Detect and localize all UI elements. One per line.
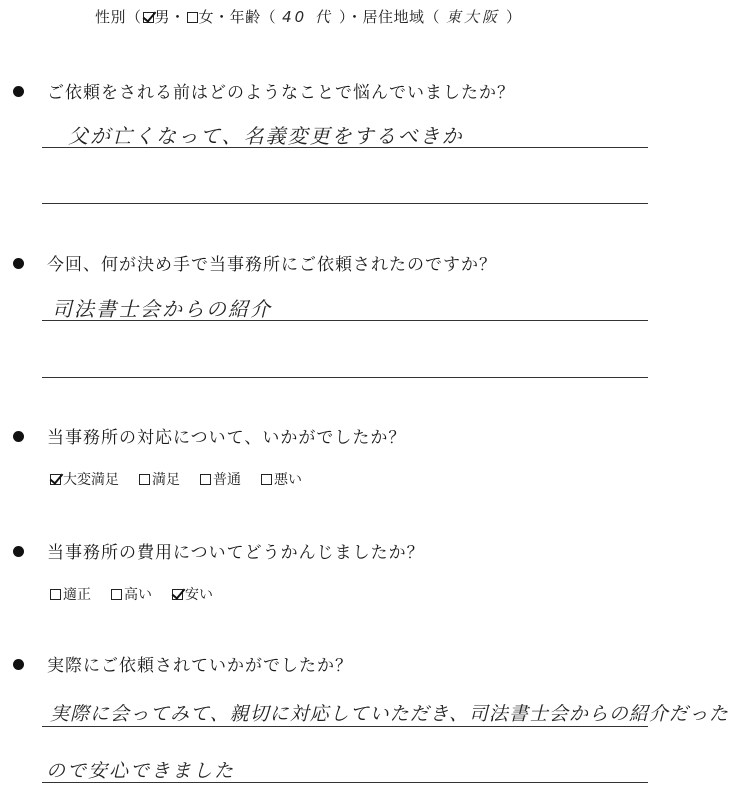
question-3: 当事務所の対応について、いかがでしたか？ <box>47 428 407 448</box>
answer-1-rule-2 <box>42 203 648 204</box>
expensive-checkbox[interactable] <box>111 589 122 600</box>
question-4: 当事務所の費用についてどうかんじましたか？ <box>47 543 425 563</box>
respondent-info: 性別（ 男・ 女・年齢（ 40 代 ）・居住地域（ 東大阪 ） <box>95 8 522 26</box>
bullet-q3 <box>13 431 24 442</box>
age-value: 40 代 <box>282 8 333 26</box>
answer-2-rule-2 <box>42 377 648 378</box>
option-very-satisfied[interactable]: 大変満足 <box>50 469 119 489</box>
option-normal[interactable]: 普通 <box>200 469 241 489</box>
very-satisfied-checkbox[interactable] <box>50 474 61 485</box>
cost-options <box>50 584 213 604</box>
option-cheap[interactable]: 安い <box>172 584 213 604</box>
female-label: 女 <box>198 8 215 26</box>
answer-5-rule-2 <box>42 782 648 783</box>
fair-checkbox[interactable] <box>50 589 61 600</box>
question-1: ご依頼をされる前はどのようなことで悩んでいましたか？ <box>47 83 515 103</box>
gender-label: 性別（ <box>95 8 142 26</box>
bullet-q1 <box>13 86 24 97</box>
answer-5-line-1: 実際に会ってみて、親切に対応していただき、司法書士会からの紹介だった <box>50 703 729 725</box>
answer-2-rule-1 <box>42 320 648 321</box>
option-satisfied[interactable]: 満足 <box>139 469 180 489</box>
response-options <box>50 469 302 489</box>
bullet-q2 <box>13 258 24 269</box>
residence-value: 東大阪 <box>445 8 500 26</box>
answer-2-line-1: 司法書士会からの紹介 <box>52 297 272 321</box>
option-fair[interactable]: 適正 <box>50 584 91 604</box>
answer-5-rule-1 <box>42 726 648 727</box>
normal-checkbox[interactable] <box>200 474 211 485</box>
female-checkbox[interactable] <box>187 12 198 23</box>
answer-1-rule-1 <box>42 147 648 148</box>
answer-1-line-1: 父が亡くなって、名義変更をするべきか <box>68 124 464 148</box>
age-label: ・年齢（ <box>214 8 277 26</box>
option-expensive[interactable]: 高い <box>111 584 152 604</box>
answer-5-line-2: ので安心できました <box>46 760 236 782</box>
satisfied-checkbox[interactable] <box>139 474 150 485</box>
bullet-q4 <box>13 546 24 557</box>
bullet-q5 <box>13 659 24 670</box>
male-checkbox[interactable] <box>143 12 154 23</box>
male-label: 男 <box>154 8 171 26</box>
residence-label: ）・居住地域（ <box>338 8 440 26</box>
cheap-checkbox[interactable] <box>172 589 183 600</box>
option-bad[interactable]: 悪い <box>261 469 302 489</box>
bad-checkbox[interactable] <box>261 474 272 485</box>
question-5: 実際にご依頼されていかがでしたか？ <box>47 656 353 676</box>
question-2: 今回、何が決め手で当事務所にご依頼されたのですか？ <box>47 255 497 275</box>
